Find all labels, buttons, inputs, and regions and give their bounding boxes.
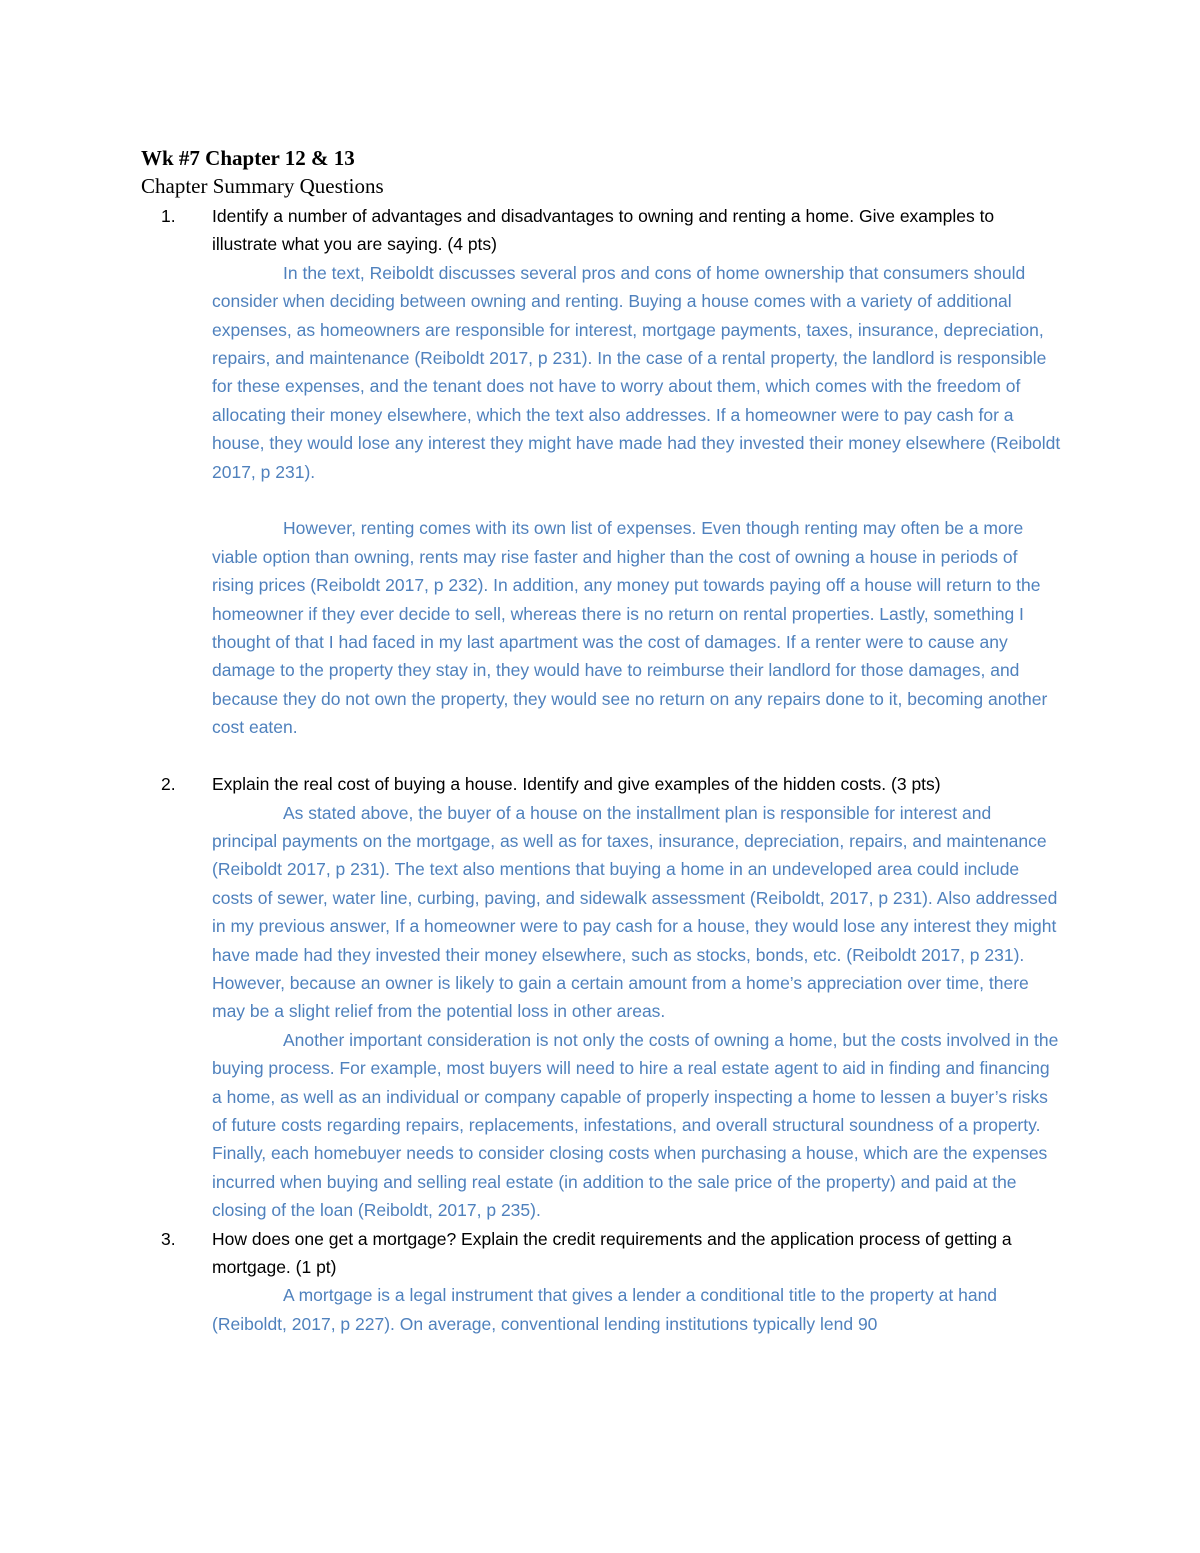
document-body <box>141 144 1061 1338</box>
answer-paragraph: In the text, Reiboldt discusses several pros and cons of home ownership that consumers should consider when deciding between owning and renting. Buying a house comes with a variety of additional expenses, as homeowners are responsible for interest, mortgage payments, taxes, insurance, depreciation, repairs, and maintenance (Reiboldt 2017, p 231). In the case of a rental property, the landlord is responsible for these expenses, and the tenant does not have to worry about them, which comes with the freedom of allocating their money elsewhere, which the text also addresses. If a homeowner were to pay cash for a house, they would lose any interest they might have made had they invested their money elsewhere (Reiboldt 2017, p 231). <box>212 262 1061 482</box>
paragraph-spacer <box>212 742 1061 770</box>
question-1 <box>141 202 1061 770</box>
paragraph-spacer <box>212 486 1061 514</box>
question-text: How does one get a mortgage? Explain the credit requirements and the application process of getting a mortgage. (1 pt) <box>212 1228 1012 1277</box>
question-2 <box>141 770 1061 1225</box>
question-number: 1. <box>161 206 176 226</box>
question-number: 3. <box>161 1228 176 1249</box>
document-subtitle: Chapter Summary Questions <box>141 174 384 198</box>
answer-paragraph: However, renting comes with its own list of expenses. Even though renting may often be a more viable option than owning, rents may rise faster and higher than the cost of owning a house in periods of rising prices (Reiboldt 2017, p 232). In addition, any money put towards paying off a house will return to the homeowner if they ever decide to sell, whereas there is no return on rental properties. Lastly, something I thought of that I had faced in my last apartment was the cost of damages. If a renter were to cause any damage to the property they stay in, they would have to reimburse their landlord for those damages, and because they do not own the property, they would see no return on any repairs done to it, becoming another cost eaten. <box>212 518 1048 738</box>
document-title: Wk #7 Chapter 12 & 13 <box>141 146 355 170</box>
answer-paragraph: As stated above, the buyer of a house on the installment plan is responsible for interest and principal payments on the mortgage, as well as for taxes, insurance, depreciation, repairs, and maintenance (Reiboldt 2017, p 231). The text also mentions that buying a home in an undeveloped area could include costs of sewer, water line, curbing, paving, and sidewalk assessment (Reiboldt, 2017, p 231). Also addressed in my previous answer, If a homeowner were to pay cash for a house, they would lose any interest they might have made had they invested their money elsewhere, such as stocks, bonds, etc. (Reiboldt 2017, p 231). However, because an owner is likely to gain a certain amount from a home’s appreciation over time, there may be a slight relief from the potential loss in other areas. <box>212 802 1058 1022</box>
question-number: 2. <box>161 774 176 795</box>
question-text: Identify a number of advantages and disadvantages to owning and renting a home. Give examples to illustrate what you are saying. (4 pts) <box>212 206 995 255</box>
answer-paragraph: A mortgage is a legal instrument that gives a lender a conditional title to the property at hand (Reiboldt, 2017, p 227). On average, conventional lending institutions typically lend 90 <box>212 1285 998 1334</box>
question-3 <box>141 1225 1061 1339</box>
answer-paragraph: Another important consideration is not only the costs of owning a home, but the costs involved in the buying process. For example, most buyers will need to hire a real estate agent to aid in finding and financing a home, as well as an individual or company capable of properly inspecting a home to lessen a buyer’s risks of future costs regarding repairs, replacements, infestations, and overall structural soundness of a property. Finally, each homebuyer needs to consider closing costs when purchasing a house, which are the expenses incurred when buying and selling real estate (in addition to the sale price of the property) and paid at the closing of the loan (Reiboldt, 2017, p 235). <box>212 1029 1059 1221</box>
question-text: Explain the real cost of buying a house. Identify and give examples of the hidden costs. (3 pts) <box>212 774 941 795</box>
